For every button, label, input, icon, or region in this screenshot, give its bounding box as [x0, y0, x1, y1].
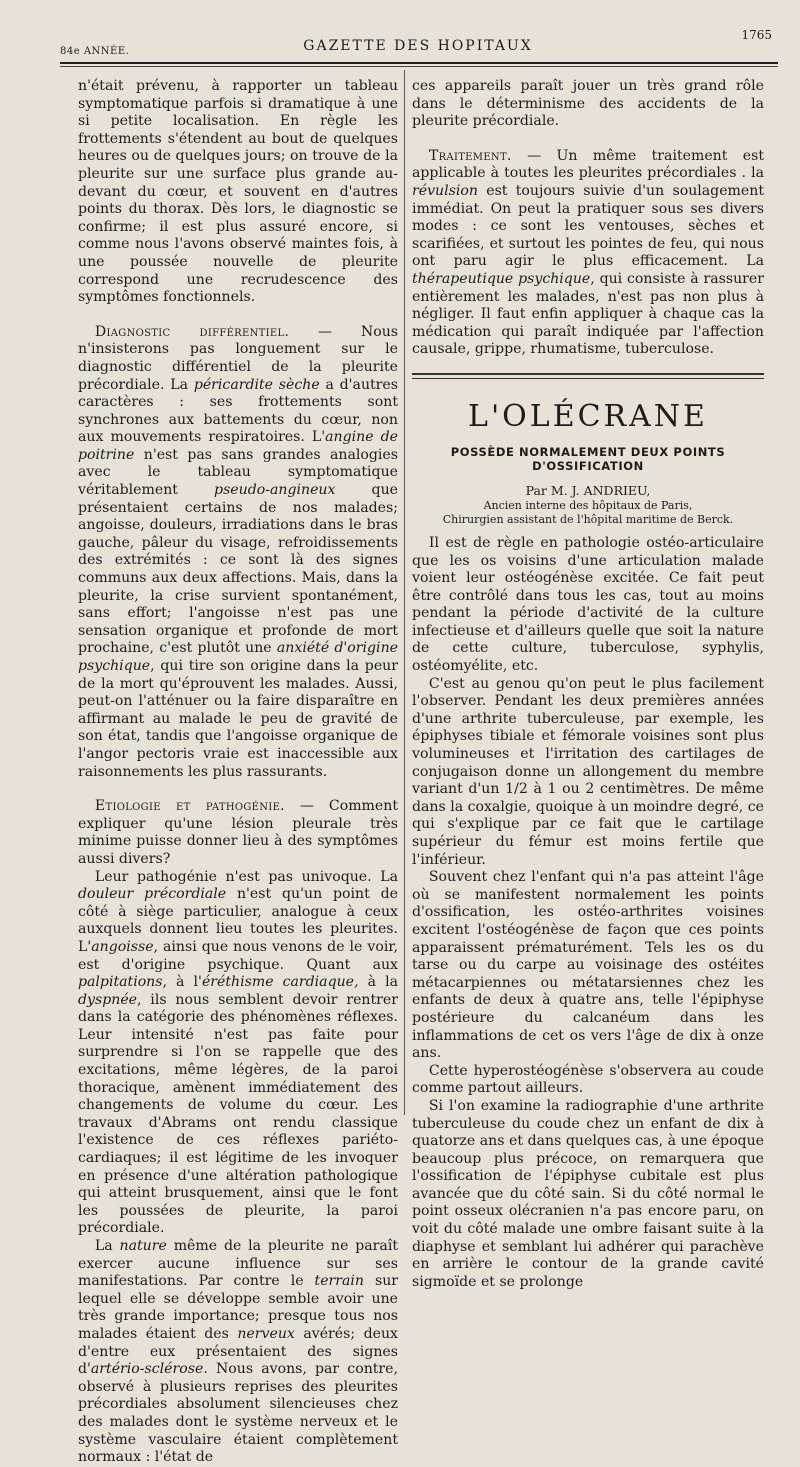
- paragraph: Leur pathogénie n'est pas univoque. La douleur précordiale n'est qu'un point de côté à siège particulier, analogue à ceux auxquels donnent lieu toutes les pleurites. L'angoisse, ainsi que nous venons de le voir, est d'origine psychique. Quant aux palpitations, à l'éréthisme cardiaque, à la dyspnée, ils nous semblent devoir rentrer dans la catégorie des phénomènes réflexes. Leur intensité n'est pas faite pour surprendre si l'on se rappelle que des excitations, même légères, de la paroi thoracique, amènent immédiatement des changements de volume du cœur. Les travaux d'Abrams ont rendu classique l'existence de ces réflexes pariéto-cardiaques; il est légitime de les invoquer en présence d'une altération pathologique qui atteint brusquement, ainsi que le font les poussées de pleurite, la paroi précordiale.: [78, 868, 398, 1237]
- left-column: [78, 78, 398, 1467]
- page-header: [60, 28, 776, 58]
- paragraph: ces appareils paraît jouer un très grand rôle dans le déterminisme des accidents de la pleurite précordiale.: [412, 78, 764, 130]
- author-affiliation: Chirurgien assistant de l'hôpital maritime de Berck.: [442, 512, 734, 526]
- section-traitement: Traitement. — Un même traitement est applicable à toutes les pleurites précordiales . la révulsion est toujours suivie d'un soulagement immédiat. On peut la pratiquer sous ses divers modes : ce sont les ventouses, sèches et scarifiées, et surtout les pointes de feu, qui nous ont paru agir le plus efficacement. La thérapeutique psychique, qui consiste à rassurer entièrement les malades, n'est pas non plus à négliger. Il faut enfin appliquer à chaque cas la médication qui paraît indiquée par l'affection causale, grippe, rhumatisme, tuberculose.: [412, 147, 765, 358]
- section-heading: Etiologie et pathogénie.: [94, 798, 285, 815]
- paragraph: Si l'on examine la radiographie d'une arthrite tuberculeuse du coude chez un enfant de dix à quatorze ans et dans quelques cas, à une époque beaucoup plus précoce, on remarquera que l'ossification de l'épiphyse cubitale est plus avancée que du côté sain. Si du côté normal le point osseux olécranien n'a pas encore paru, on voit du côté malade une ombre faisant suite à la diaphyse et semblant lui adhérer qui parachève en arrière le contour de la grande cavité sigmoïde et se prolonge: [412, 1097, 764, 1290]
- edition-label: 84e ANNÉE.: [60, 46, 130, 57]
- paragraph: Il est de règle en pathologie ostéo-articulaire que les os voisins d'une articulation malade voient leur ostéogénèse excitée. Ce fait peut être contrôlé dans tous les cas, tout au moins pendant la période d'activité de la culture infectieuse et d'ailleurs quelle que soit la nature de cette culture, tuberculose, syphylis, ostéomyélite, etc.: [412, 534, 764, 675]
- author-affiliation: Ancien interne des hôpitaux de Paris,: [483, 498, 693, 512]
- article-title: L'OLÉCRANE: [468, 398, 708, 434]
- paragraph: C'est au genou qu'on peut le plus facilement l'observer. Pendant les deux premières années d'une arthrite tuberculeuse, par exemple, les épiphyses tibiale et fémorale voisines sont plus volumineuses et l'irritation des cartilages de conjugaison donne un allongement du membre variant d'un 1/2 à 1 ou 2 centimètres. De même dans la coxalgie, quoique à un moindre degré, ce qui s'explique par ce fait que le cartilage supérieur du fémur est moins fertile que l'inférieur.: [412, 675, 764, 868]
- column-divider: [404, 70, 405, 1115]
- article-subtitle: POSSÈDE NORMALEMENT DEUX POINTS D'OSSIFICATION: [450, 444, 726, 473]
- paragraph: n'était prévenu, à rapporter un tableau symptomatique parfois si dramatique à une si petite localisation. En règle les frottements s'étendent au bout de quelques heures ou de quelques jours; on trouve de la pleurite sur une surface plus grande au-devant du cœur, et souvent en d'autres points du thorax. Dès lors, le diagnostic se confirme; il est plus assuré encore, si comme nous l'avons observé maintes fois, à une poussée nouvelle de pleurite correspond une recrudescence des symptômes fonctionnels.: [78, 78, 398, 306]
- header-rule: [60, 62, 778, 64]
- header-rule-thin: [60, 66, 778, 67]
- article-separator: [412, 373, 764, 379]
- right-column: [412, 78, 764, 1291]
- section-diagnostic: Diagnostic différentiel. — Nous n'insisterons pas longuement sur le diagnostic différentiel de la pleurite précordiale. La péricardite sèche a d'autres caractères : ses frottements sont synchrones aux battements du cœur, non aux mouvements respiratoires. L'angine de poitrine n'est pas sans grandes analogies avec le tableau symptomatique véritablement pseudo-angineux que présentaient certains de nos malades; angoisse, douleurs, irradiations dans le bras gauche, pâleur du visage, refroidissements des extrémités : ce sont là des signes communs aux deux affections. Mais, dans la pleurite, la crise survient spontanément, sans effort; l'angoisse n'est pas une sensation organique et profonde de mort prochaine, c'est plutôt une anxiété d'origine psychique, qui tire son origine dans la peur de la mort qu'éprouvent les malades. Aussi, peut-on l'atténuer ou la faire disparaître en affirmant au malade le peu de gravité de son état, tandis que l'angoisse organique de l'angor pectoris vraie est inaccessible aux raisonnements les plus rassurants.: [78, 323, 398, 780]
- author-byline: Par M. J. ANDRIEU,: [525, 482, 651, 498]
- page-number: 1765: [741, 28, 772, 42]
- section-etiologie: Etiologie et pathogénie. — Comment expliquer qu'une lésion pleurale très minime puisse donner lieu à des symptômes aussi divers?: [78, 798, 398, 867]
- section-heading: Traitement.: [428, 147, 512, 164]
- section-heading: Diagnostic différentiel.: [94, 323, 290, 340]
- paragraph: Souvent chez l'enfant qui n'a pas atteint l'âge où se manifestent normalement les points d'ossification, les ostéo-arthrites voisines excitent l'ostéogénèse de façon que ces points apparaissent prématurément. Tels les os du tarse ou du carpe au voisinage des ostéites métacarpiennes ou métatarsiennes chez les enfants de deux à quatre ans, telle l'épiphyse postérieure du calcanéum dans les inflammations de cet os vers l'âge de dix à onze ans.: [412, 869, 764, 1062]
- paragraph: La nature même de la pleurite ne paraît exercer aucune influence sur ses manifestations. Par contre le terrain sur lequel elle se développe semble avoir une très grande importance; presque tous nos malades étaient des nerveux avérés; deux d'entre eux présentaient des signes d'artério-sclérose. Nous avons, par contre, observé à plusieurs reprises des pleurites précordiales absolument silencieuses chez des malades dont le système nerveux et le système vasculaire étaient complètement normaux : l'état de: [78, 1238, 399, 1466]
- journal-title: GAZETTE DES HOPITAUX: [303, 38, 533, 54]
- paragraph: Cette hyperostéogénèse s'observera au coude comme partout ailleurs.: [412, 1062, 764, 1097]
